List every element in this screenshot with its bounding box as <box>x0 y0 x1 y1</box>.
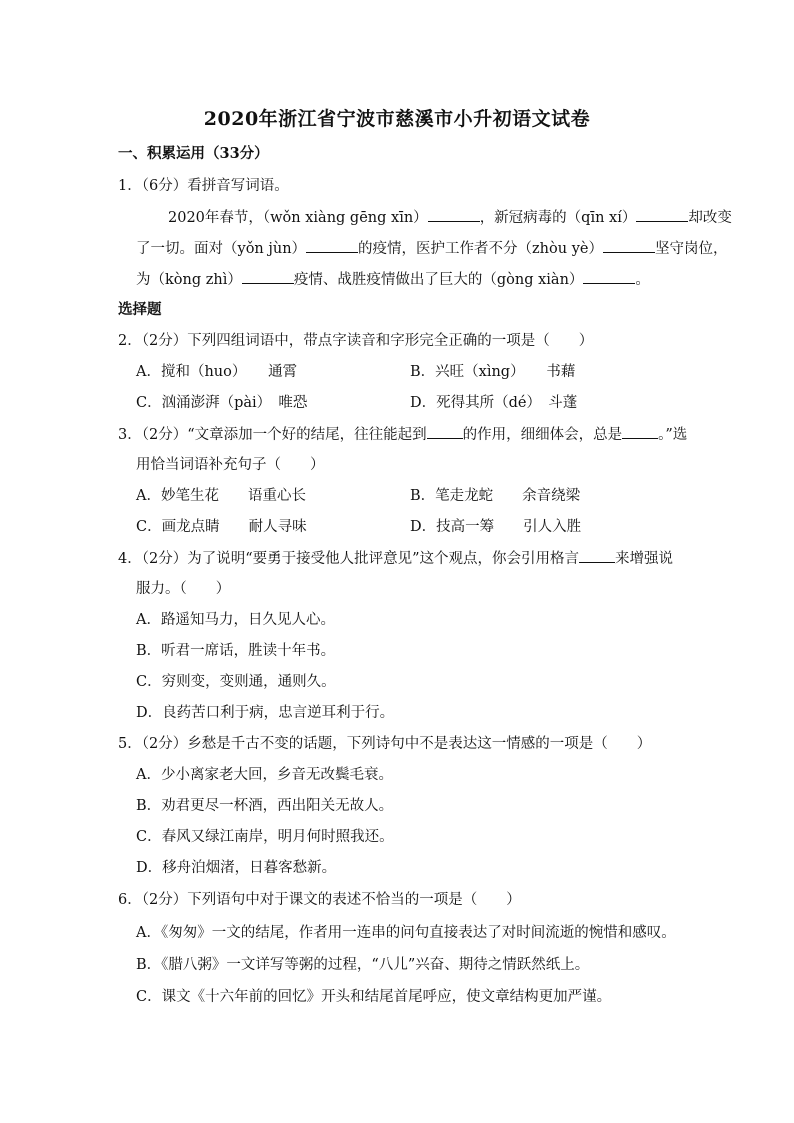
q1-blank-4[interactable] <box>603 238 655 253</box>
q3-option-b[interactable]: B．笔走龙蛇 余音绕梁 <box>410 488 581 504</box>
q2-option-a[interactable]: A．搅和（huo） 通霄 <box>136 364 298 380</box>
q3-stem-text-b: 的作用，细细体会，总是 <box>462 427 623 443</box>
q3-option-c[interactable]: C．画龙点睛 耐人寻味 <box>136 519 307 535</box>
exam-title: 2020年浙江省宁波市慈溪市小升初语文试卷 <box>203 108 591 130</box>
section-heading-accumulation: 一、积累运用（33分） <box>118 145 269 162</box>
q4-option-d[interactable]: D．良药苦口利于病，忠言逆耳利于行。 <box>136 705 395 721</box>
q3-option-d[interactable]: D．技高一筹 引人入胜 <box>410 519 582 535</box>
q5-option-c[interactable]: C．春风又绿江南岸，明月何时照我还。 <box>136 829 394 845</box>
q1-line3 <box>136 269 650 290</box>
q3-blank-1[interactable] <box>427 424 463 439</box>
q3-option-a[interactable]: A．妙笔生花 语重心长 <box>136 488 306 504</box>
q3-stem-text-c: 。”选 <box>658 427 688 443</box>
q3-blank-2[interactable] <box>622 424 658 439</box>
q1-line2 <box>136 238 727 259</box>
q6-option-b[interactable]: B．《腊八粥》一文详写等粥的过程，“八儿”兴奋、期待之情跃然纸上。 <box>136 957 590 973</box>
q4-blank-1[interactable] <box>579 548 615 563</box>
q6-option-a[interactable]: A．《匆匆》一文的结尾，作者用一连串的问句直接表达了对时间流逝的惋惜和感叹。 <box>136 925 676 941</box>
q1-line1 <box>168 207 732 228</box>
q5-option-d[interactable]: D．移舟泊烟渚，日暮客愁新。 <box>136 860 337 876</box>
q1-line1-text-b: ，新冠病毒的（qīn xí） <box>479 210 637 226</box>
q4-option-b[interactable]: B．听君一席话，胜读十年书。 <box>136 643 336 659</box>
q4-option-a[interactable]: A．路遥知马力，日久见人心。 <box>136 612 335 628</box>
q5-option-a[interactable]: A．少小离家老大回，乡音无改鬓毛衰。 <box>136 767 393 783</box>
q4-stem <box>118 548 673 569</box>
q6-stem: 6．（2分）下列语句中对于课文的表述不恰当的一项是（ ） <box>118 892 521 908</box>
q1-line3-text-b: 疫情、战胜疫情做出了巨大的（gòng xiàn） <box>293 272 584 288</box>
q1-line1-text-a: 2020年春节，（wǒn xiàng gēng xīn） <box>168 210 428 226</box>
q5-stem: 5．（2分）乡愁是千古不变的话题，下列诗句中不是表达这一情感的一项是（ ） <box>118 736 652 752</box>
q2-option-d[interactable]: D．死得其所（dé） 斗蓬 <box>410 395 578 411</box>
q4-option-c[interactable]: C．穷则变，变则通，通则久。 <box>136 674 336 690</box>
q1-line3-text-a: 为（kòng zhì） <box>136 272 242 288</box>
q4-stem-text-b: 来增强说 <box>615 551 674 567</box>
q1-line2-text-c: 坚守岗位， <box>654 241 728 257</box>
q1-blank-3[interactable] <box>306 238 358 253</box>
q2-option-b[interactable]: B．兴旺（xìng） 书藉 <box>410 364 576 380</box>
q1-stem: 1．（6分）看拼音写词语。 <box>118 178 289 194</box>
q1-blank-5[interactable] <box>242 269 294 284</box>
q3-stem-line2: 用恰当词语补充句子（ ） <box>136 457 325 473</box>
q1-line2-text-a: 了一切。面对（yǒn jùn） <box>136 241 307 257</box>
section-heading-choice: 选择题 <box>118 301 162 318</box>
q4-stem-text-a: 4．（2分）为了说明“要勇于接受他人批评意见”这个观点，你会引用格言 <box>118 551 580 567</box>
q6-option-c[interactable]: C．课文《十六年前的回忆》开头和结尾首尾呼应，使文章结构更加严谨。 <box>136 989 612 1005</box>
q1-line2-text-b: 的疫情，医护工作者不分（zhòu yè） <box>358 241 603 257</box>
q1-blank-6[interactable] <box>583 269 635 284</box>
q3-stem <box>118 424 687 445</box>
q5-option-b[interactable]: B．劝君更尽一杯酒，西出阳关无故人。 <box>136 798 394 814</box>
q2-stem: 2．（2分）下列四组词语中，带点字读音和字形完全正确的一项是（ ） <box>118 333 594 349</box>
q4-stem-line2: 服力。（ ） <box>136 581 231 597</box>
q1-line3-text-c: 。 <box>635 272 650 288</box>
q1-line1-text-c: 却改变 <box>688 210 732 226</box>
q3-stem-text-a: 3．（2分）“文章添加一个好的结尾，往往能起到 <box>118 427 427 443</box>
q2-option-c[interactable]: C．汹涌澎湃（pài） 唯恐 <box>136 395 308 411</box>
q1-blank-1[interactable] <box>428 207 480 222</box>
q1-blank-2[interactable] <box>636 207 688 222</box>
